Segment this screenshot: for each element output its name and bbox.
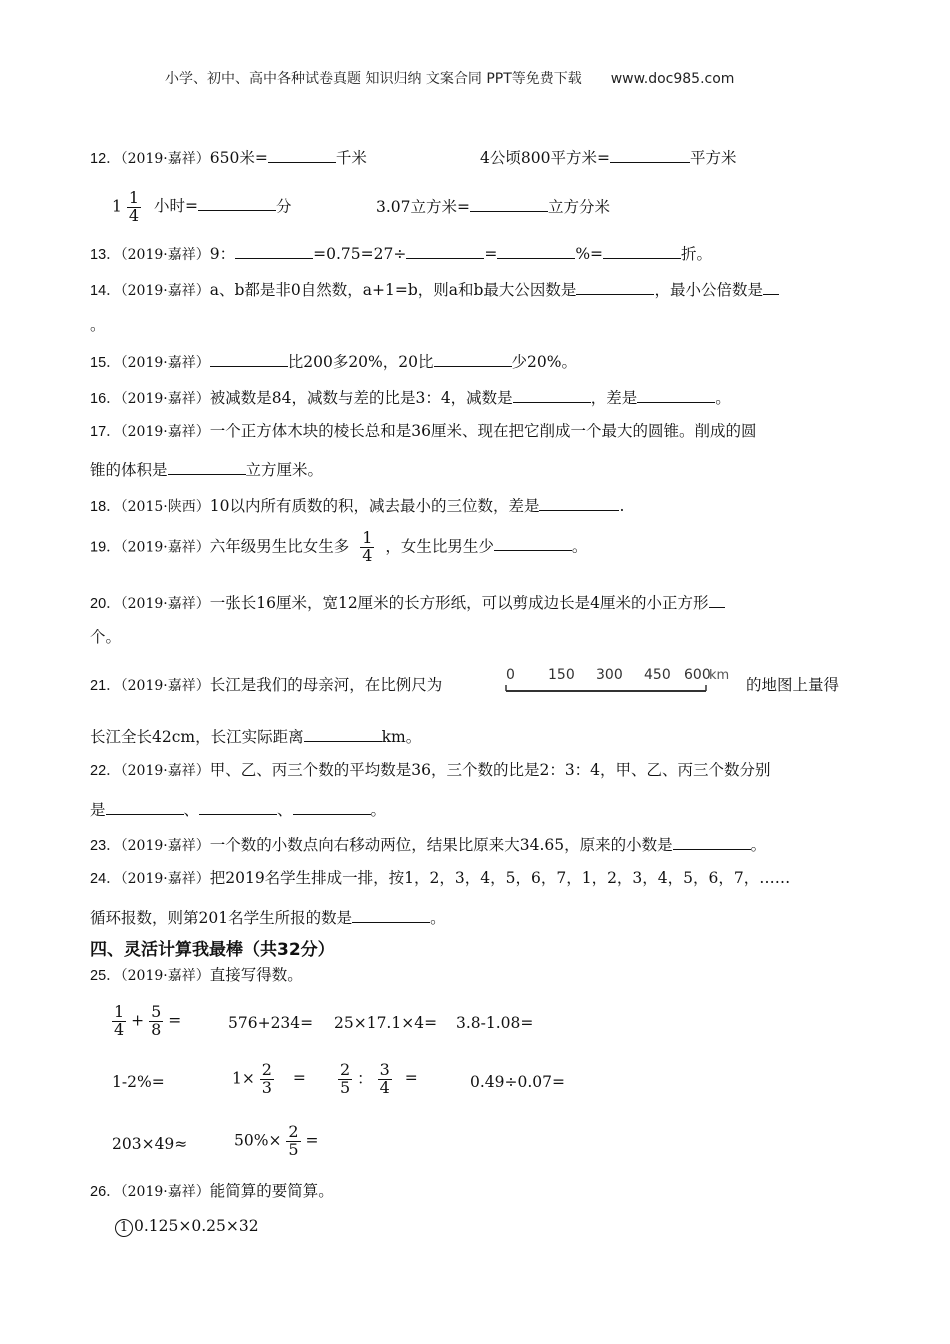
question-20: 20．（2019·嘉祥）一张长16厘米，宽12厘米的长方形纸，可以剪成边长是4厘米的小正方形 <box>90 593 725 612</box>
scale-tick-label: 0 <box>506 667 515 683</box>
answer-blank[interactable] <box>268 148 336 163</box>
question-19: 19．（2019·嘉祥）六年级男生比女生多 $\frac{1}{4}$ ，女生比男生少 。 <box>90 528 588 565</box>
question-16: 16．（2019·嘉祥）被减数是84，减数与差的比是3：4，减数是 ，差是 。 <box>90 389 731 407</box>
expr-6: 1× $\frac{2}{3}$ = <box>232 1060 306 1097</box>
answer-blank[interactable] <box>304 727 382 742</box>
question-22-line2: 是 、 、 。 <box>90 801 387 819</box>
fraction: $\frac{1}{4}$ <box>362 528 373 565</box>
answer-blank[interactable] <box>352 908 430 923</box>
answer-blank[interactable] <box>637 388 715 403</box>
section-heading: 四、灵活计算我最棒（共32分） <box>90 940 335 960</box>
q26-item-1: 1 0.125×0.25×32 <box>115 1219 259 1237</box>
circled-number: 1 <box>115 1219 133 1237</box>
question-17: 17．（2019·嘉祥）一个正方体木块的棱长总和是36厘米、现在把它削成一个最大的圆锥。削成的圆 <box>90 422 757 440</box>
question-15: 15．（2019·嘉祥） 比200多20%，20比 少20%。 <box>90 353 577 371</box>
map-scale-bar <box>504 664 740 702</box>
scale-tick-label: 600 <box>684 667 711 683</box>
answer-blank[interactable] <box>576 280 654 295</box>
answer-blank[interactable] <box>210 352 288 367</box>
question-24: 24．（2019·嘉祥）把2019名学生排成一排，按1，2，3，4，5，6，7，1，2，3，4，5，6，7，…… <box>90 869 791 887</box>
answer-blank[interactable] <box>293 800 371 815</box>
answer-blank[interactable] <box>470 197 548 212</box>
question-14: 14．（2019·嘉祥）a、b都是非0自然数，a+1=b，则a和b最大公因数是 ，最小公倍数是 <box>90 280 779 299</box>
question-25: 25．（2019·嘉祥）直接写得数。 <box>90 966 303 984</box>
fraction: $\frac{1}{4}$ <box>114 1002 125 1039</box>
question-21-tail: 的地图上量得 <box>746 676 840 694</box>
answer-blank[interactable] <box>235 244 313 259</box>
expr-2: 576+234= <box>228 1014 314 1032</box>
expr-7: $\frac{2}{5}$ ： $\frac{3}{4}$ = <box>340 1060 418 1097</box>
fraction: $\frac{2}{5}$ <box>340 1060 351 1097</box>
question-21: 21．（2019·嘉祥）长江是我们的母亲河，在比例尺为 <box>90 676 443 694</box>
header-url[interactable]: www.doc985.com <box>610 71 735 87</box>
question-12b: 4公顷800平方米= 平方米 <box>480 149 737 167</box>
expr-3: 25×17.1×4= <box>334 1014 438 1032</box>
question-26: 26．（2019·嘉祥）能简算的要简算。 <box>90 1182 334 1200</box>
question-12c: 1 $\frac{1}{4}$ 小时= 分 <box>112 188 292 225</box>
answer-blank[interactable] <box>709 593 725 608</box>
fraction: $\frac{5}{8}$ <box>151 1002 162 1039</box>
question-23: 23．（2019·嘉祥）一个数的小数点向右移动两位，结果比原来大34.65，原来的小数是 。 <box>90 836 767 854</box>
expr-5: 1-2%= <box>112 1073 165 1091</box>
expr-10: 50%× $\frac{2}{5}$ = <box>234 1122 319 1159</box>
question-13: 13．（2019·嘉祥）9： =0.75=27÷ = %= 折。 <box>90 245 713 263</box>
answer-blank[interactable] <box>539 496 619 511</box>
expr-1: $\frac{1}{4}$ + $\frac{5}{8}$ = <box>114 1002 182 1039</box>
answer-blank[interactable] <box>434 352 512 367</box>
answer-blank[interactable] <box>603 244 681 259</box>
answer-blank[interactable] <box>513 388 591 403</box>
question-17-line2: 锥的体积是 立方厘米。 <box>90 461 324 479</box>
answer-blank[interactable] <box>198 196 276 211</box>
scale-tick-label: 300 <box>596 667 623 683</box>
answer-blank[interactable] <box>106 800 184 815</box>
header-text: 小学、初中、高中各种试卷真题 知识归纳 文案合同 PPT等免费下载 <box>165 71 582 87</box>
answer-blank[interactable] <box>406 244 484 259</box>
answer-blank[interactable] <box>168 460 246 475</box>
answer-blank[interactable] <box>199 800 277 815</box>
question-22: 22．（2019·嘉祥）甲、乙、丙三个数的平均数是36，三个数的比是2：3：4，甲、乙、丙三个数分别 <box>90 761 771 779</box>
question-20-line2: 个。 <box>90 628 122 646</box>
fraction: $\frac{2}{5}$ <box>288 1122 299 1159</box>
scale-tick-label: 150 <box>548 667 575 683</box>
question-12d: 3.07立方米= 立方分米 <box>376 198 611 216</box>
answer-blank[interactable] <box>494 536 572 551</box>
question-24-line2: 循环报数，则第201名学生所报的数是 。 <box>90 909 446 927</box>
scale-tick-label: 450 <box>644 667 671 683</box>
fraction: $\frac{2}{3}$ <box>261 1060 272 1097</box>
header-banner <box>165 72 734 86</box>
question-18: 18．（2015·陕西）10以内所有质数的积，减去最小的三位数，差是 . <box>90 497 625 515</box>
question-12: 12．（2019·嘉祥）650米= 千米 <box>90 149 367 167</box>
answer-blank[interactable] <box>610 148 690 163</box>
expr-8: 0.49÷0.07= <box>470 1073 565 1091</box>
answer-blank[interactable] <box>497 244 575 259</box>
question-21-line2: 长江全长42cm，长江实际距离 km。 <box>90 728 422 746</box>
expr-4: 3.8-1.08= <box>456 1014 534 1032</box>
question-14-end: 。 <box>90 316 106 334</box>
fraction: $\frac{3}{4}$ <box>379 1060 390 1097</box>
scale-unit: km <box>709 668 730 683</box>
answer-blank[interactable] <box>673 835 751 850</box>
answer-blank[interactable] <box>763 280 779 295</box>
expr-9: 203×49≈ <box>112 1135 188 1153</box>
fraction: $\frac{1}{4}$ <box>128 188 139 225</box>
